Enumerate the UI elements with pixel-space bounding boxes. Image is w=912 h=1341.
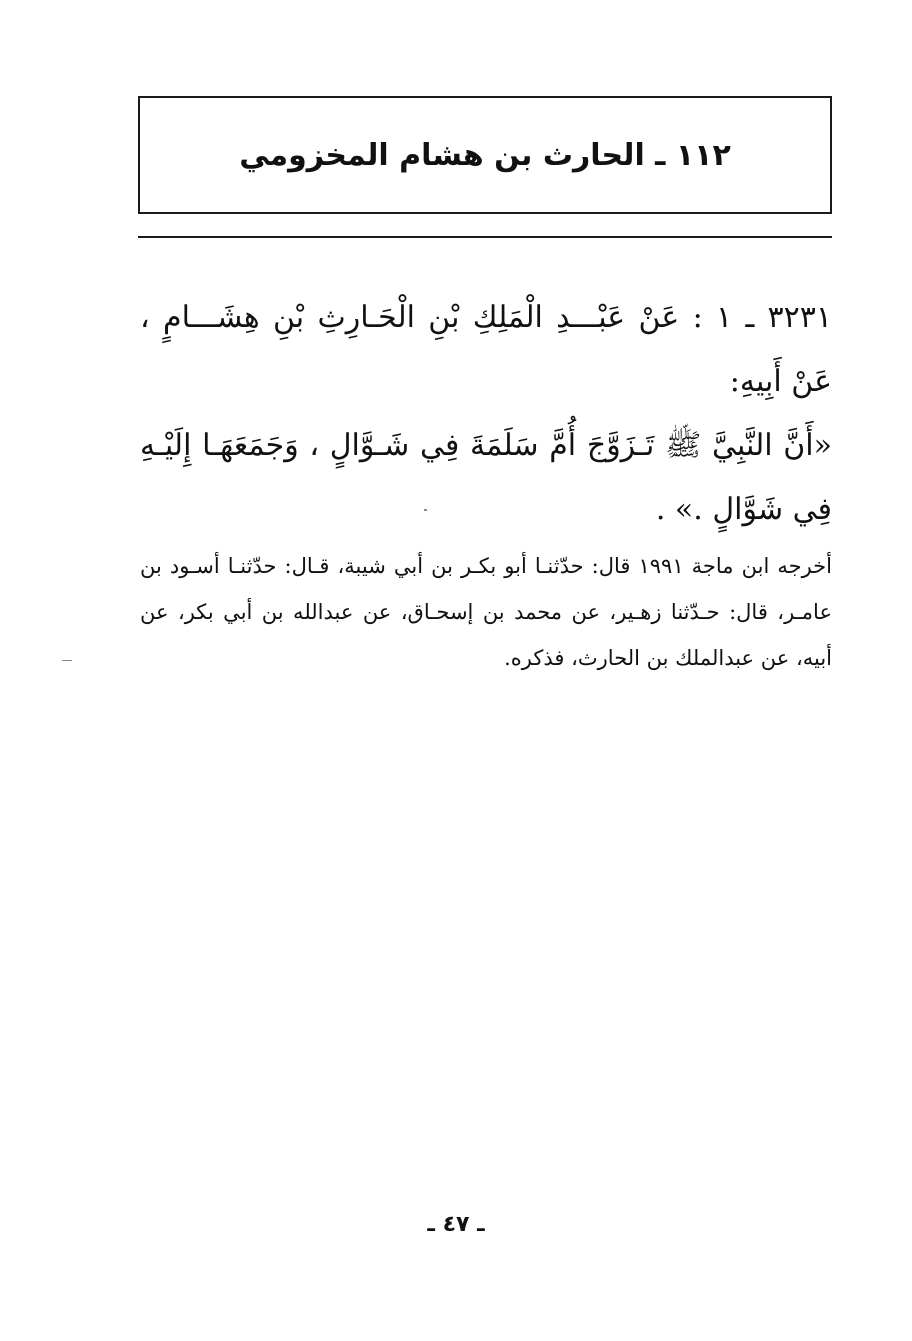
chapter-title-box [138, 96, 832, 214]
chapter-title: ١١٢ ـ الحارث بن هشام المخزومي [239, 137, 731, 173]
takhrij-footnote: أخرجه ابن ماجة ١٩٩١ قال: حدّثنـا أبو بكـر بن أبي شيبة، قـال: حدّثنـا أسـود بن عامـر، قال: حـدّثنا زهـير، عن محمد بن إسحـاق، عن عبدالله بن أبي بكر، عن أبيه، عن عبدالملك بن الحارث، فذكره. [140, 554, 832, 670]
scan-speck [424, 509, 427, 511]
hadith-isnad: ٣٢٣١ ـ ١ : عَنْ عَبْـــدِ الْمَلِكِ بْنِ الْحَـارِثِ بْنِ هِشَـــامٍ ، عَنْ أَبِيهِ: [140, 300, 832, 399]
scan-speck [62, 660, 72, 661]
page-number: ـ ٤٧ ـ [427, 1212, 485, 1237]
header-divider [138, 236, 832, 238]
hadith-matn: «أَنَّ النَّبِيَّ ﷺ تَـزَوَّجَ أُمَّ سَلَمَةَ فِي شَـوَّالٍ ، وَجَمَعَهَـا إِلَيْـهِ فِي شَوَّالٍ .» . [140, 428, 832, 527]
